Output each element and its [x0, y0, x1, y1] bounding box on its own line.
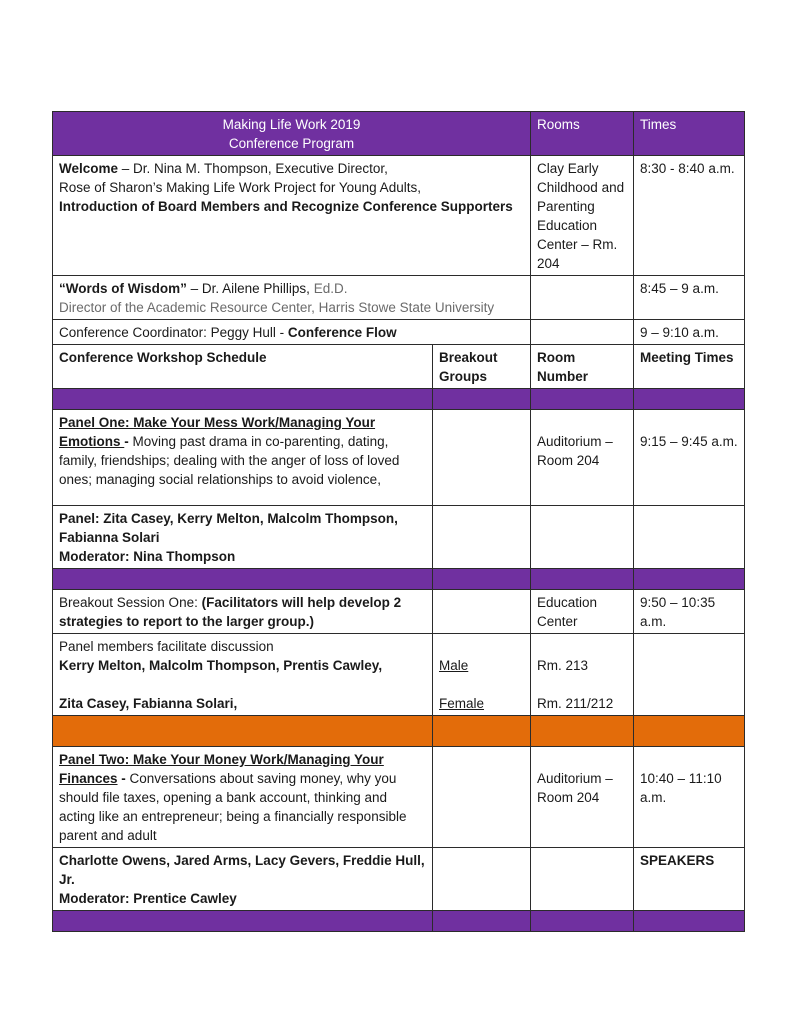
header-row	[53, 112, 745, 156]
coordinator-text: Conference Coordinator: Peggy Hull -	[59, 325, 288, 340]
panel-one-time-cell	[634, 410, 745, 506]
rooms-header: Rooms	[531, 112, 634, 156]
group-rooms-cell	[531, 634, 634, 716]
panel-two-speakers-row	[53, 848, 745, 911]
panel-two-speakers-cell	[53, 848, 433, 911]
panel-two-desc: Conversations about saving money, why you should file taxes, opening a bank account, thinking and acting like an entrepreneur; being a financially responsible parent and adult	[59, 771, 407, 843]
group-male-label: Male	[439, 658, 469, 673]
coordinator-time: 9 – 9:10 a.m.	[634, 320, 745, 345]
panel-two-room: Auditorium – Room 204	[537, 771, 613, 805]
empty-cell	[433, 848, 531, 911]
coordinator-flow: Conference Flow	[287, 325, 397, 340]
wisdom-label: “Words of Wisdom”	[59, 281, 187, 296]
panel-one-moderator: Moderator: Nina Thompson	[59, 549, 236, 564]
orange-divider	[53, 716, 745, 747]
title-line-1: Making Life Work 2019	[222, 117, 361, 132]
wisdom-title: Director of the Academic Resource Center, Harris Stowe State University	[59, 300, 495, 315]
coordinator-room	[531, 320, 634, 345]
purple-divider-1	[53, 389, 745, 410]
breakout-groups-row	[53, 634, 745, 716]
panel-one-row	[53, 410, 745, 506]
breakout-one-row	[53, 590, 745, 634]
panel-two-moderator: Moderator: Prentice Cawley	[59, 891, 237, 906]
group-female-room: Rm. 211/212	[537, 696, 614, 711]
panel-two-time: 10:40 – 11:10 a.m.	[640, 771, 722, 805]
breakout-groups-cell	[53, 634, 433, 716]
panel-one-cell	[53, 410, 433, 506]
empty-cell	[634, 506, 745, 569]
wisdom-speaker: – Dr. Ailene Phillips,	[186, 281, 314, 296]
times-header: Times	[634, 112, 745, 156]
group-male-members: Kerry Melton, Malcolm Thompson, Prentis Cawley,	[59, 658, 383, 673]
speakers-label: SPEAKERS	[634, 848, 745, 911]
program-title	[53, 112, 531, 156]
panel-one-desc: Moving past drama in co-parenting, dating, family, friendships; dealing with the anger of loss of loved ones; managing social relationships to avoid violence,	[59, 434, 400, 487]
breakout-one-cell	[53, 590, 433, 634]
panel-two-title: Panel Two: Make Your Money Work/Managing Your Finances	[59, 752, 384, 786]
panel-one-group	[433, 410, 531, 506]
welcome-intro: Introduction of Board Members and Recognize Conference Supporters	[59, 199, 513, 214]
empty-cell	[634, 634, 745, 716]
schedule-header-row	[53, 345, 745, 389]
purple-divider-3	[53, 911, 745, 932]
group-female-label: Female	[439, 696, 485, 711]
breakout-one-time: 9:50 – 10:35 a.m.	[634, 590, 745, 634]
program-table	[52, 111, 745, 932]
empty-cell	[531, 848, 634, 911]
panel-two-row	[53, 747, 745, 848]
coordinator-cell	[53, 320, 531, 345]
welcome-project: Rose of Sharon’s Making Life Work Project for Young Adults,	[59, 180, 421, 195]
schedule-title: Conference Workshop Schedule	[53, 345, 433, 389]
panel-two-speakers: Charlotte Owens, Jared Arms, Lacy Gevers, Freddie Hull, Jr.	[59, 853, 425, 887]
empty-cell	[433, 747, 531, 848]
welcome-label: Welcome	[59, 161, 119, 176]
wisdom-room	[531, 276, 634, 320]
panel-one-members-cell	[53, 506, 433, 569]
panel-two-time-cell	[634, 747, 745, 848]
coordinator-row	[53, 320, 745, 345]
facilitate-text: Panel members facilitate discussion	[59, 639, 274, 654]
panel-one-title: Panel One: Make Your Mess Work/Managing Your Emotions	[59, 415, 376, 449]
breakout-one-label: Breakout Session One:	[59, 595, 202, 610]
empty-cell	[433, 506, 531, 569]
panel-one-dash: -	[124, 434, 129, 449]
breakout-one-note: (Facilitators will help develop 2 strategies to report to the larger group.)	[59, 595, 402, 629]
group-female-members: Zita Casey, Fabianna Solari,	[59, 696, 238, 711]
empty-cell	[433, 590, 531, 634]
group-male-room: Rm. 213	[537, 658, 589, 673]
title-line-2: Conference Program	[228, 136, 355, 151]
panel-one-time: 9:15 – 9:45 a.m.	[640, 434, 738, 449]
wisdom-row	[53, 276, 745, 320]
meeting-times-header: Meeting Times	[634, 345, 745, 389]
wisdom-degree: Ed.D.	[313, 281, 348, 296]
panel-two-dash: -	[117, 771, 126, 786]
wisdom-time: 8:45 – 9 a.m.	[634, 276, 745, 320]
welcome-row	[53, 156, 745, 276]
panel-one-room: Auditorium – Room 204	[537, 434, 613, 468]
panel-two-cell	[53, 747, 433, 848]
welcome-room: Clay Early Childhood and Parenting Education Center – Rm. 204	[531, 156, 634, 276]
empty-cell	[531, 506, 634, 569]
group-labels-cell	[433, 634, 531, 716]
wisdom-cell	[53, 276, 531, 320]
panel-one-members-row	[53, 506, 745, 569]
room-number-header: Room Number	[531, 345, 634, 389]
purple-divider-2	[53, 569, 745, 590]
welcome-speaker: – Dr. Nina M. Thompson, Executive Director,	[118, 161, 388, 176]
panel-one-members: Panel: Zita Casey, Kerry Melton, Malcolm Thompson, Fabianna Solari	[59, 511, 398, 545]
panel-two-room-cell	[531, 747, 634, 848]
breakout-one-room: Education Center	[531, 590, 634, 634]
panel-one-room-cell	[531, 410, 634, 506]
welcome-cell	[53, 156, 531, 276]
conference-program	[52, 111, 744, 932]
breakout-groups-header: Breakout Groups	[433, 345, 531, 389]
welcome-time: 8:30 - 8:40 a.m.	[634, 156, 745, 276]
